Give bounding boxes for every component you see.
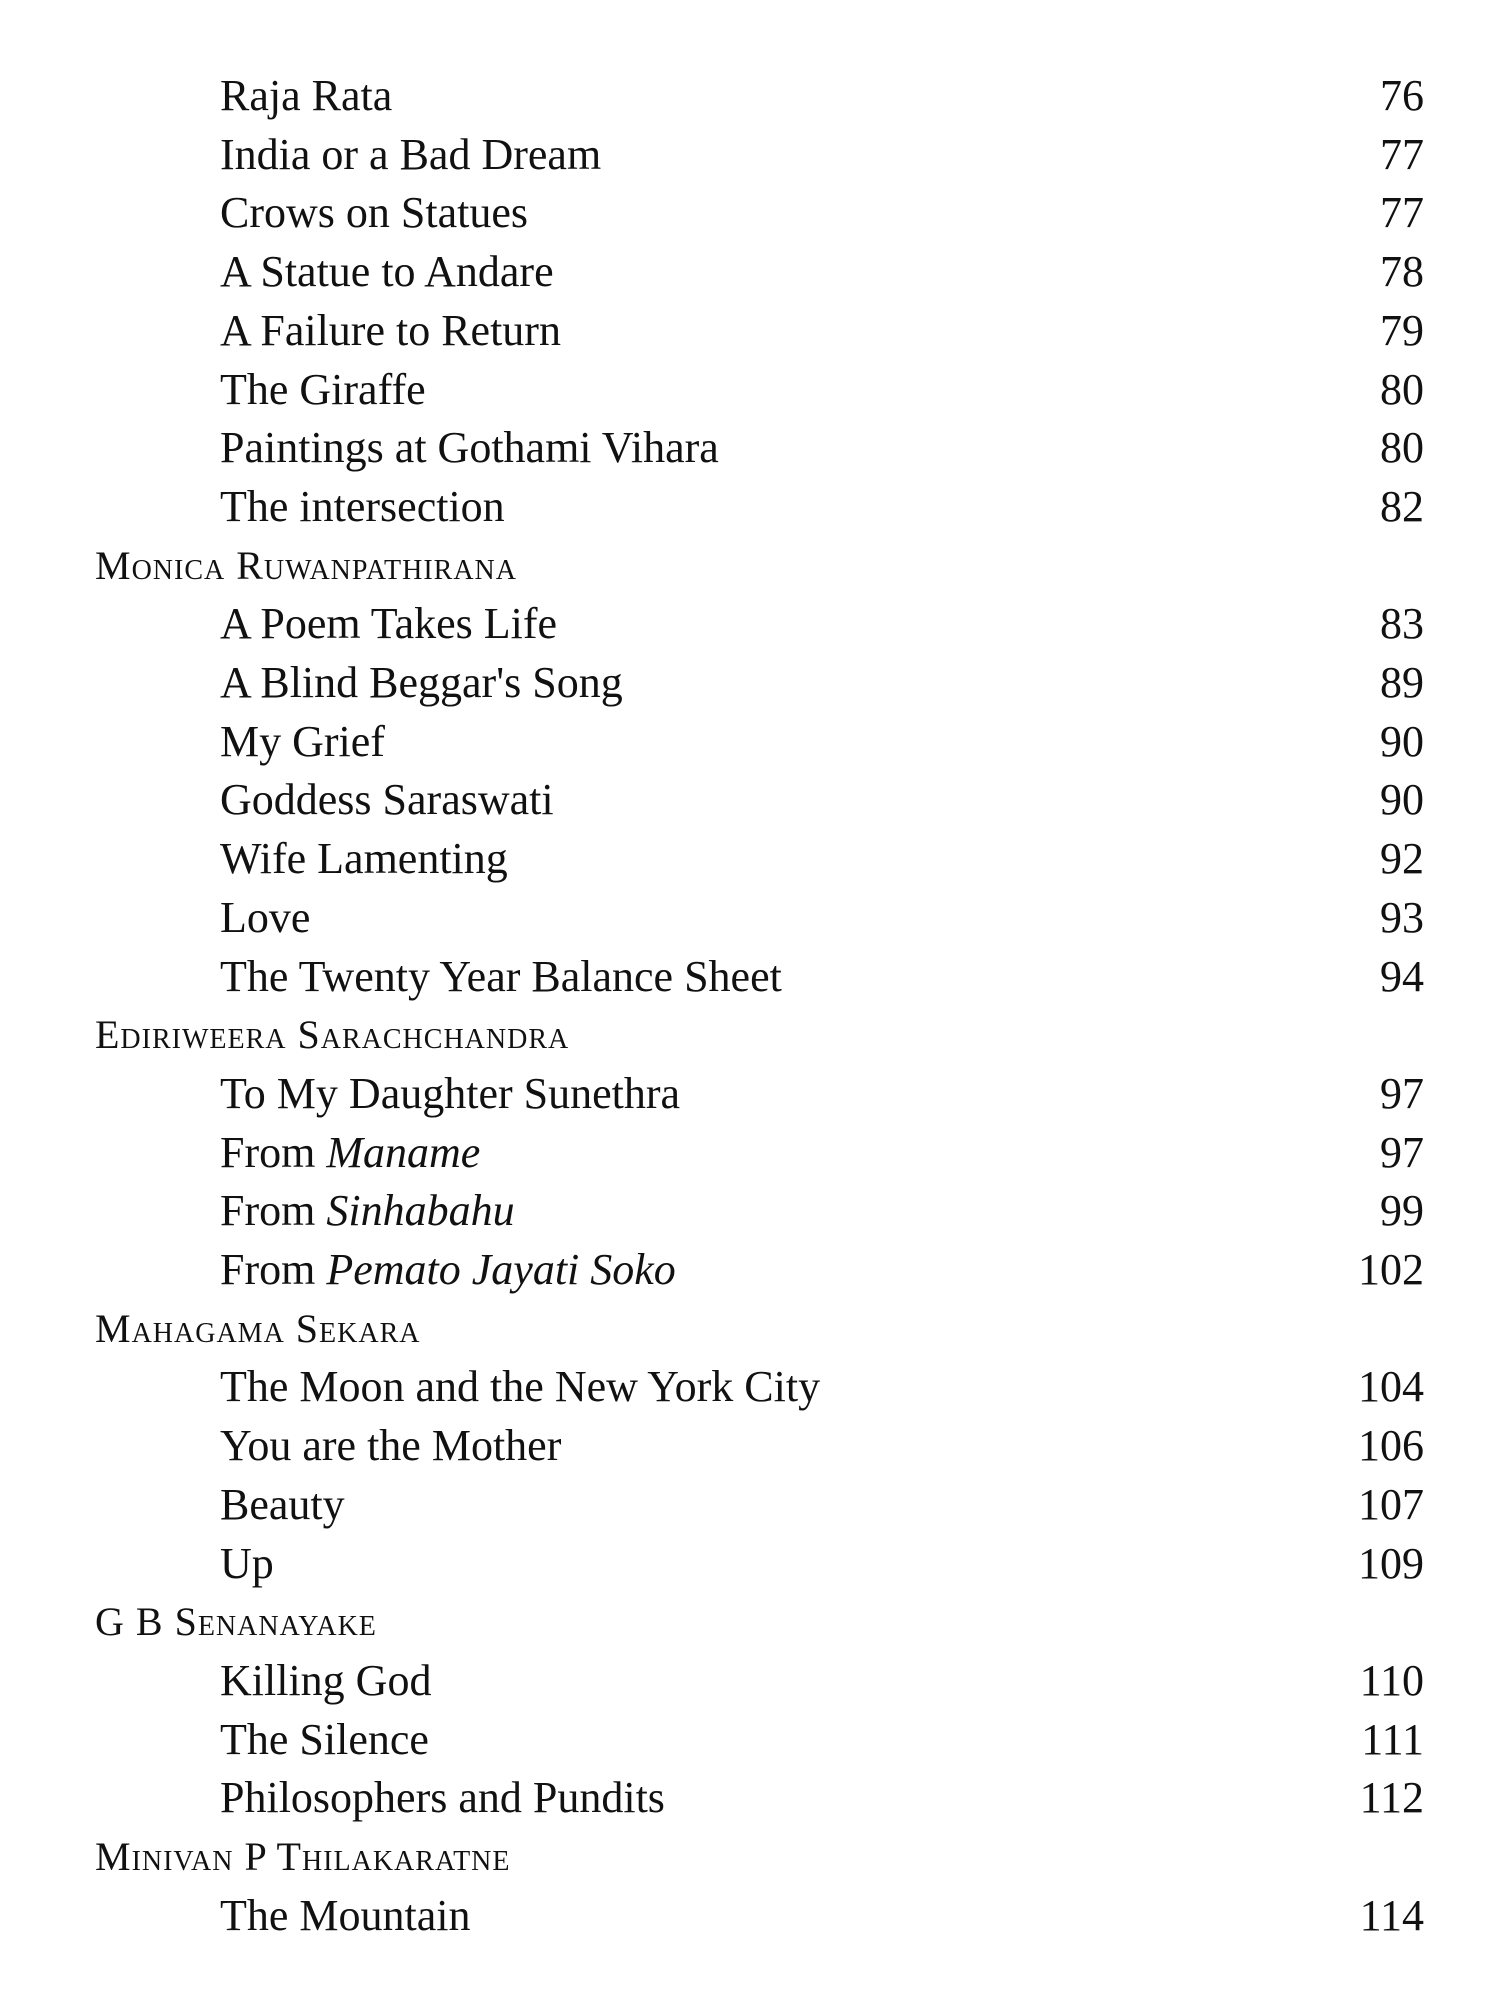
poem-title (220, 654, 623, 712)
poem-title (220, 1769, 665, 1827)
toc-entry (0, 713, 1500, 771)
toc-entry (0, 830, 1500, 888)
page-number: 93 (1380, 892, 1424, 942)
title-text: The intersection (220, 481, 505, 531)
page-number: 80 (1380, 423, 1424, 473)
title-text: Raja Rata (220, 71, 393, 120)
page-number: 79 (1380, 305, 1424, 355)
page-number: 76 (1380, 71, 1424, 120)
toc-entry (0, 1358, 1500, 1416)
title-text: To My Daughter Sunethra (220, 1068, 681, 1118)
page-number: 89 (1380, 658, 1424, 707)
poem-title (220, 1711, 429, 1769)
author-heading (0, 1828, 1500, 1886)
page-number: 77 (1380, 129, 1424, 179)
poem-title (220, 1182, 515, 1240)
poem-title (220, 771, 554, 829)
toc-entry (0, 419, 1500, 477)
toc-entry (0, 654, 1500, 712)
title-text: From (220, 1186, 327, 1236)
toc-entry (0, 1417, 1500, 1475)
author-heading (0, 537, 1500, 595)
poem-title (220, 243, 554, 301)
page-number: 82 (1380, 481, 1424, 531)
toc-entry (0, 361, 1500, 419)
title-text: The Moon and the New York City (220, 1362, 821, 1412)
poem-title (220, 830, 508, 888)
page-number: 80 (1380, 364, 1424, 414)
toc-entry (0, 243, 1500, 301)
page-number: 110 (1359, 1655, 1424, 1705)
poem-title (220, 1535, 274, 1593)
toc-entry (0, 1124, 1500, 1182)
page-number: 106 (1358, 1421, 1424, 1471)
page-number: 90 (1380, 775, 1424, 825)
author-name (95, 537, 517, 595)
title-text: A Blind Beggar's Song (220, 658, 623, 707)
toc-entry (0, 126, 1500, 184)
title-text: Wife Lamenting (220, 834, 508, 884)
poem-title (220, 1417, 561, 1475)
poem-title (220, 1476, 345, 1534)
author-name (95, 1828, 511, 1886)
title-text: You are the Mother (220, 1421, 562, 1471)
title-text: Philosophers and Pundits (220, 1773, 665, 1823)
poem-title (220, 478, 505, 536)
toc-entry (0, 595, 1500, 653)
toc-entry (0, 889, 1500, 947)
title-text: From (220, 1127, 327, 1177)
title-text: Love (220, 892, 311, 942)
title-text: From (220, 1245, 327, 1294)
toc-entry (0, 1652, 1500, 1710)
toc-entry (0, 478, 1500, 536)
toc-entry (0, 1887, 1500, 1945)
page-number: 78 (1380, 247, 1424, 297)
title-text: The Twenty Year Balance Sheet (220, 951, 782, 1001)
poem-title (220, 302, 561, 360)
title-text: The Mountain (220, 1890, 471, 1940)
title-text: A Poem Takes Life (220, 599, 558, 649)
toc-entry (0, 1476, 1500, 1534)
toc-entry (0, 1241, 1500, 1299)
title-text: Up (220, 1538, 274, 1588)
italic-work-title: Maname (326, 1127, 481, 1177)
title-text: Crows on Statues (220, 188, 528, 238)
title-text: Ediriweera Sarachchandra (95, 1012, 570, 1058)
page-number: 92 (1380, 834, 1424, 884)
poem-title (220, 1124, 480, 1182)
page-number: 111 (1361, 1714, 1424, 1764)
italic-work-title: Sinhabahu (326, 1186, 515, 1236)
author-heading (0, 1593, 1500, 1651)
author-heading (0, 1006, 1500, 1064)
poem-title (220, 1887, 471, 1945)
poem-title (220, 1652, 431, 1710)
title-text: Killing God (220, 1655, 432, 1705)
poem-title (220, 1358, 820, 1416)
title-text: Mahagama Sekara (95, 1305, 421, 1351)
poem-title (220, 361, 426, 419)
toc-entry (0, 1182, 1500, 1240)
toc-entry (0, 1769, 1500, 1827)
author-name (95, 1593, 377, 1651)
page-number: 94 (1380, 951, 1424, 1001)
toc-entry (0, 1535, 1500, 1593)
title-text: Goddess Saraswati (220, 775, 554, 825)
poem-title (220, 67, 392, 125)
title-text: Monica Ruwanpathirana (95, 542, 517, 588)
page-number: 102 (1358, 1245, 1424, 1294)
page-number: 107 (1358, 1479, 1424, 1529)
toc-entry (0, 67, 1500, 125)
page-number: 112 (1359, 1773, 1424, 1823)
poem-title (220, 889, 310, 947)
title-text: G B Senanayake (95, 1599, 377, 1645)
toc-entry (0, 771, 1500, 829)
title-text: India or a Bad Dream (220, 129, 602, 179)
italic-work-title: Pemato Jayati Soko (326, 1245, 676, 1294)
author-name (95, 1006, 569, 1064)
toc-entry (0, 1065, 1500, 1123)
page-number: 114 (1359, 1890, 1424, 1940)
page-number: 77 (1380, 188, 1424, 238)
toc-entry (0, 302, 1500, 360)
title-text: The Giraffe (220, 364, 426, 414)
toc-entry (0, 948, 1500, 1006)
poem-title (220, 1065, 680, 1123)
poem-title (220, 948, 782, 1006)
title-text: Minivan P Thilakaratne (95, 1834, 511, 1879)
poem-title (220, 126, 601, 184)
title-text: My Grief (220, 716, 385, 766)
page-number: 83 (1380, 599, 1424, 649)
title-text: A Statue to Andare (220, 247, 554, 297)
page-number: 104 (1358, 1362, 1424, 1412)
poem-title (220, 184, 528, 242)
page-number: 97 (1380, 1068, 1424, 1118)
poem-title (220, 595, 557, 653)
page-number: 90 (1380, 716, 1424, 766)
toc-entry (0, 1711, 1500, 1769)
poem-title (220, 1241, 676, 1299)
author-heading (0, 1300, 1500, 1358)
title-text: Paintings at Gothami Vihara (220, 423, 719, 473)
poem-title (220, 713, 385, 771)
poem-title (220, 419, 719, 477)
page-number: 97 (1380, 1127, 1424, 1177)
title-text: A Failure to Return (220, 305, 561, 355)
page-number: 109 (1358, 1538, 1424, 1588)
author-name (95, 1300, 420, 1358)
title-text: The Silence (220, 1714, 429, 1764)
title-text: Beauty (220, 1479, 345, 1529)
page-number: 99 (1380, 1186, 1424, 1236)
toc-entry (0, 184, 1500, 242)
